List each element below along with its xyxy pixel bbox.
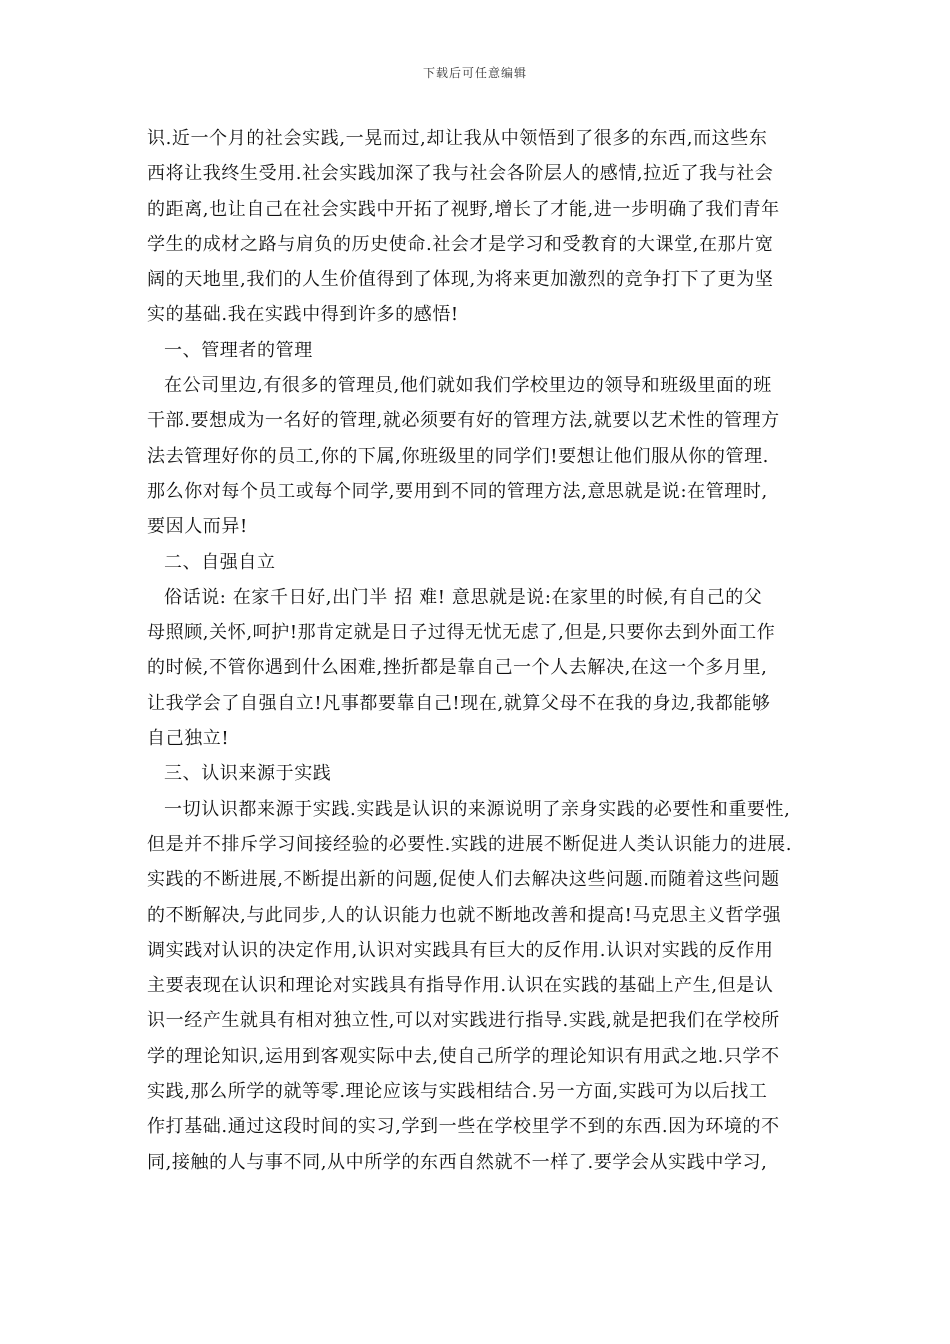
text-line: 作打基础.通过这段时间的实习,学到一些在学校里学不到的东西.因为环境的不 bbox=[147, 1116, 780, 1138]
text-line: 实践,那么所学的就等零.理论应该与实践相结合.另一方面,实践可为以后找工 bbox=[147, 1081, 768, 1103]
text-line: 西将让我终生受用.社会实践加深了我与社会各阶层人的感情,拉近了我与社会 bbox=[147, 163, 774, 185]
body-text bbox=[147, 121, 812, 1180]
text-line: 干部.要想成为一名好的管理,就必须要有好的管理方法,就要以艺术性的管理方 bbox=[147, 410, 780, 432]
text-line: 的不断解决,与此同步,人的认识能力也就不断地改善和提高!马克思主义哲学强 bbox=[147, 904, 782, 926]
text-line: 实的基础.我在实践中得到许多的感悟! bbox=[147, 304, 459, 326]
text-line: 调实践对认识的决定作用,认识对实践具有巨大的反作用.认识对实践的反作用 bbox=[147, 939, 774, 961]
text-line: 但是并不排斥学习间接经验的必要性.实践的进展不断促进人类认识能力的进展. bbox=[147, 833, 793, 855]
text-line: 法去管理好你的员工,你的下属,你班级里的同学们!要想让他们服从你的管理. bbox=[147, 445, 769, 467]
text-line: 二、自强自立 bbox=[164, 551, 276, 573]
text-line: 母照顾,关怀,呵护!那肯定就是日子过得无忧无虑了,但是,只要你去到外面工作 bbox=[147, 622, 776, 644]
page-header: 下载后可任意编辑 bbox=[422, 66, 527, 80]
text-line: 实践的不断进展,不断提出新的问题,促使人们去解决这些问题.而随着这些问题 bbox=[147, 869, 780, 891]
text-line: 在公司里边,有很多的管理员,他们就如我们学校里边的领导和班级里面的班 bbox=[164, 375, 772, 397]
text-line: 识.近一个月的社会实践,一晃而过,却让我从中领悟到了很多的东西,而这些东 bbox=[147, 128, 768, 149]
text-line: 一切认识都来源于实践.实践是认识的来源说明了亲身实践的必要性和重要性, bbox=[164, 798, 791, 820]
text-line: 让我学会了自强自立!凡事都要靠自己!现在,就算父母不在我的身边,我都能够 bbox=[147, 692, 771, 714]
text-line: 俗话说: 在家千日好,出门半 招 难! 意思就是说:在家里的时候,有自己的父 bbox=[164, 586, 763, 608]
text-line: 阔的天地里,我们的人生价值得到了体现,为将来更加激烈的竞争打下了更为坚 bbox=[147, 269, 774, 291]
text-line: 学生的成材之路与肩负的历史使命.社会才是学习和受教育的大课堂,在那片宽 bbox=[147, 233, 774, 255]
text-line: 主要表现在认识和理论对实践具有指导作用.认识在实践的基础上产生,但是认 bbox=[147, 975, 774, 997]
text-line: 识一经产生就具有相对独立性,可以对实践进行指导.实践,就是把我们在学校所 bbox=[147, 1010, 780, 1032]
text-line: 自己独立! bbox=[147, 728, 230, 750]
text-line: 三、认识来源于实践 bbox=[164, 763, 332, 785]
text-line: 的距离,也让自己在社会实践中开拓了视野,增长了才能,进一步明确了我们青年 bbox=[147, 198, 780, 220]
text-line: 同,接触的人与事不同,从中所学的东西自然就不一样了.要学会从实践中学习, bbox=[147, 1151, 768, 1173]
text-line: 要因人而异! bbox=[147, 516, 248, 538]
text-line: 的时候,不管你遇到什么困难,挫折都是靠自己一个人去解决,在这一个多月里, bbox=[147, 657, 768, 679]
text-line: 一、管理者的管理 bbox=[164, 339, 313, 361]
text-line: 那么你对每个员工或每个同学,要用到不同的管理方法,意思就是说:在管理时, bbox=[147, 480, 768, 502]
text-line: 学的理论知识,运用到客观实际中去,使自己所学的理论知识有用武之地.只学不 bbox=[147, 1045, 780, 1067]
